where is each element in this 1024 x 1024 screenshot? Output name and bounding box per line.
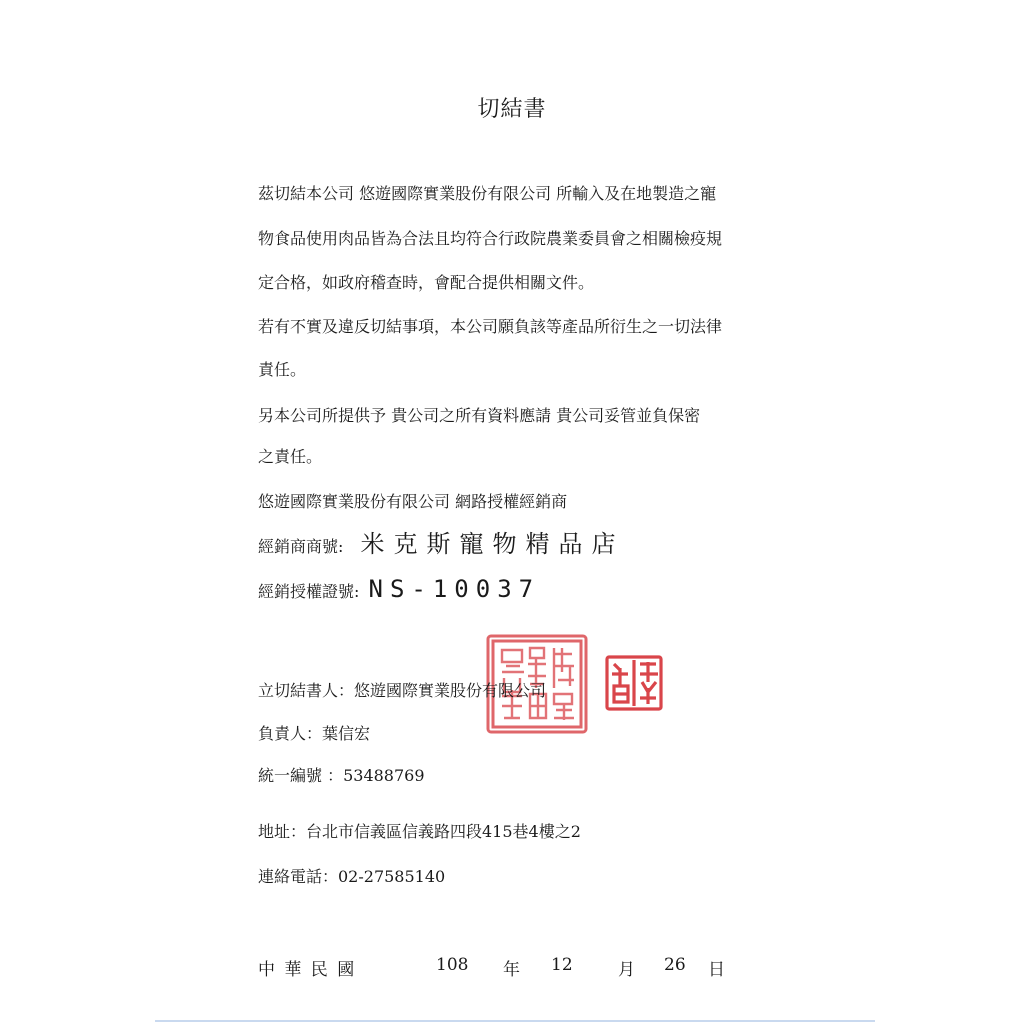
signer-line: 立切結書人：悠遊國際實業股份有限公司	[258, 681, 547, 700]
tax-id-line: 統一編號 ：53488769	[258, 766, 425, 785]
phone-line: 連絡電話：02-27585140	[258, 867, 446, 886]
body-line-2: 物食品使用肉品皆為合法且均符合行政院農業委員會之相關檢疫規	[258, 229, 723, 248]
body-line-1: 茲切結本公司 悠遊國際實業股份有限公司 所輸入及在地製造之寵	[258, 184, 717, 203]
license-label: 經銷授權證號:	[258, 582, 360, 601]
address-line: 地址：台北市信義區信義路四段415巷4樓之2	[258, 822, 581, 841]
scan-edge-divider	[155, 1020, 875, 1022]
dealer-name-row	[258, 530, 625, 558]
date-month: 12	[551, 955, 573, 975]
body-line-8: 悠遊國際實業股份有限公司 網路授權經銷商	[258, 492, 568, 511]
body-line-5: 責任。	[258, 360, 307, 379]
responsible-person-line: 負責人：葉信宏	[258, 724, 371, 743]
date-year-unit: 年	[503, 960, 520, 980]
dealer-name-label: 經銷商商號:	[258, 537, 344, 556]
license-value: NS-10037	[368, 575, 541, 603]
body-line-3: 定合格，如政府稽查時，會配合提供相關文件。	[258, 273, 595, 292]
date-day: 26	[664, 955, 686, 975]
personal-seal-stamp	[604, 654, 664, 712]
date-era: 中 華 民 國	[258, 960, 357, 980]
body-line-7: 之責任。	[258, 447, 323, 466]
date-year: 108	[436, 955, 469, 975]
body-line-4: 若有不實及違反切結事項，本公司願負該等產品所衍生之一切法律	[258, 317, 723, 336]
license-row	[258, 575, 541, 603]
date-month-unit: 月	[618, 960, 635, 980]
dealer-name-value: 米克斯寵物精品店	[360, 530, 625, 558]
body-line-6: 另本公司所提供予 貴公司之所有資料應請 貴公司妥管並負保密	[258, 406, 701, 425]
date-day-unit: 日	[708, 960, 725, 980]
document-title: 切結書	[477, 97, 547, 122]
